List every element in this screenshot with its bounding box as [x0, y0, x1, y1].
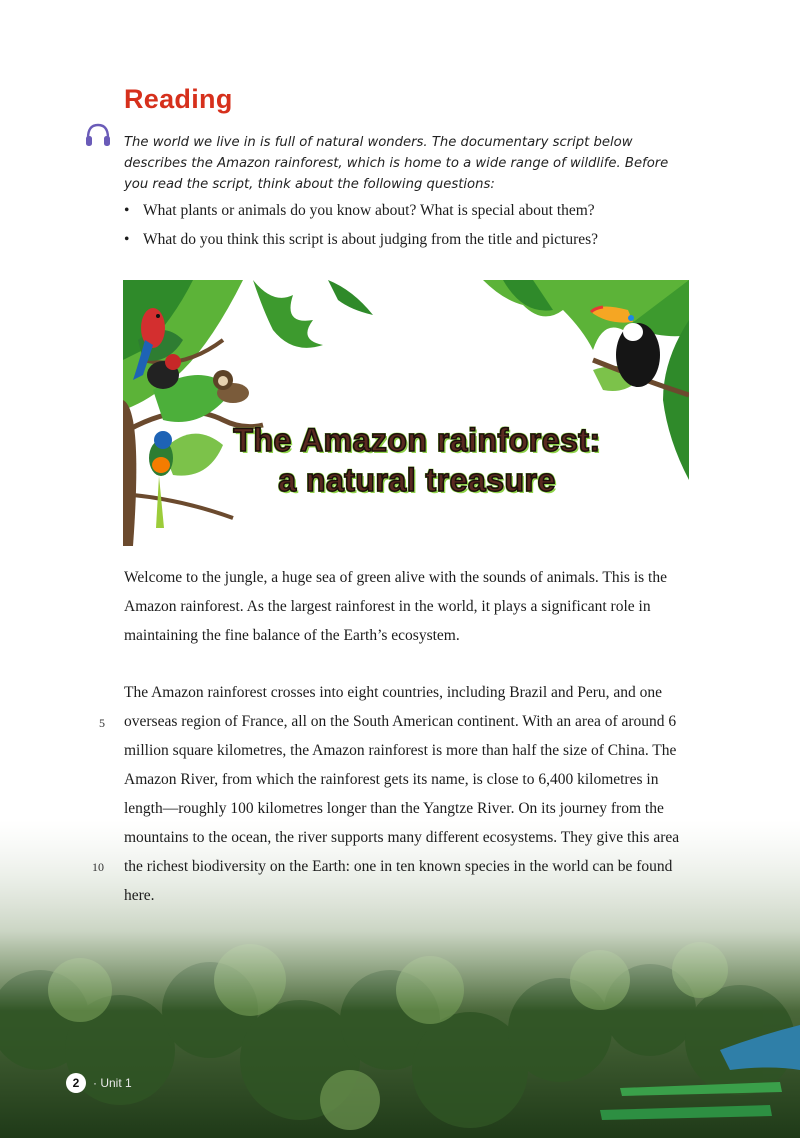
question-item: • What do you think this script is about judging from the title and pictures? — [124, 225, 704, 254]
page-number: 2 — [66, 1073, 86, 1093]
page-footer — [66, 1073, 132, 1093]
banner-title-line-2: a natural treasure — [278, 462, 556, 498]
paragraph-1: Welcome to the jungle, a huge sea of green alive with the sounds of animals. This is the Amazon rainforest. As the largest rainforest in the world, it plays a significant role in maintaining the fine balance of the Earth’s ecosystem. — [124, 569, 667, 644]
intro-text: The world we live in is full of natural wonders. The documentary script below describes the Amazon rainforest, which is home to a wide range of wildlife. Before you read the script, think about the following questions: — [124, 135, 669, 192]
pre-reading-questions — [124, 196, 704, 254]
line-number-5: 5 — [99, 716, 105, 730]
banner-title-line-1: The Amazon rainforest: — [233, 422, 601, 458]
section-heading: Reading — [124, 84, 233, 114]
unit-label: · Unit 1 — [93, 1076, 132, 1090]
banner-title — [0, 420, 800, 500]
paragraph-2: The Amazon rainforest crosses into eight countries, including Brazil and Peru, and one overseas region of France, all on the South American continent. With an area of around 6 million square kilometres, the Amazon rainforest is more than half the size of China. The Amazon River, from which the rainforest gets its name, is close to 6,400 kilometres in length—roughly 100 kilometres longer than the Yangtze River. On its journey from the mountains to the ocean, the river supports many different ecosystems. They give this area the richest biodiversity on the Earth: one in ten known species in the world can be found here. — [124, 684, 680, 904]
amazon-banner-illustration — [123, 280, 689, 546]
line-number-10: 10 — [92, 860, 104, 874]
question-item: • What plants or animals do you know about? What is special about them? — [124, 196, 704, 225]
headphones-icon[interactable] — [84, 121, 112, 151]
